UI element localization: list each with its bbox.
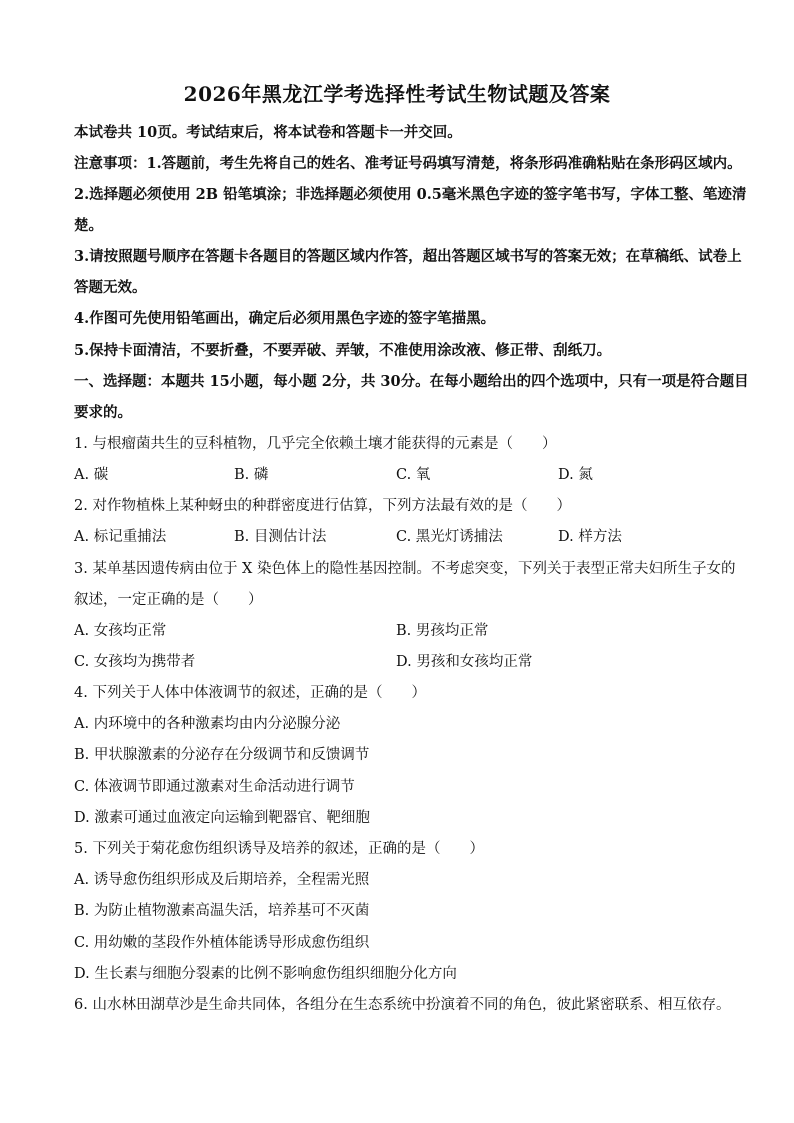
option-c: C. 体液调节即通过激素对生命活动进行调节 [74, 779, 355, 795]
option-c: C. 女孩均为携带者 [74, 654, 196, 670]
option-a: A. 女孩均正常 [74, 623, 167, 639]
option-b: B. 男孩均正常 [396, 623, 489, 639]
notice-line: 3.请按照题号顺序在答题卡各题目的答题区域内作答，超出答题区域书写的答案无效；在草稿纸、试卷上 [74, 248, 742, 265]
option-c: C. 黑光灯诱捕法 [396, 529, 503, 545]
option-a: A. 碳 [74, 467, 109, 483]
option-a: A. 内环境中的各种激素均由内分泌腺分泌 [74, 716, 341, 732]
question-stem: 2. 对作物植株上某种蚜虫的种群密度进行估算，下列方法最有效的是（ ） [74, 498, 571, 514]
question-stem: 5. 下列关于菊花愈伤组织诱导及培养的叙述，正确的是（ ） [74, 841, 484, 857]
section-heading: 要求的。 [74, 404, 132, 421]
notice-line: 注意事项：1.答题前，考生先将自己的姓名、准考证号码填写清楚，将条形码准确粘贴在条形码区域内。 [74, 155, 742, 172]
notice-line: 本试卷共 10页。考试结束后，将本试卷和答题卡一并交回。 [74, 124, 462, 141]
notice-line: 2.选择题必须使用 2B 铅笔填涂；非选择题必须使用 0.5毫米黑色字迹的签字笔书写，字体工整、笔迹清 [74, 186, 747, 203]
option-b: B. 为防止植物激素高温失活，培养基可不灭菌 [74, 903, 370, 919]
option-b: B. 甲状腺激素的分泌存在分级调节和反馈调节 [74, 747, 370, 763]
option-a: A. 标记重捕法 [74, 529, 167, 545]
notice-line: 5.保持卡面清洁，不要折叠，不要弄破、弄皱，不准使用涂改液、修正带、刮纸刀。 [74, 342, 612, 359]
notice-line: 4.作图可先使用铅笔画出，确定后必须用黑色字迹的签字笔描黑。 [74, 310, 496, 327]
option-d: D. 男孩和女孩均正常 [396, 654, 533, 670]
question-stem: 3. 某单基因遗传病由位于 X 染色体上的隐性基因控制。不考虑突变，下列关于表型正常夫妇所生子女的 [74, 561, 736, 577]
page-title: 2026年黑龙江学考选择性考试生物试题及答案 [183, 82, 611, 106]
question-stem: 6. 山水林田湖草沙是生命共同体，各组分在生态系统中扮演着不同的角色，彼此紧密联系、相互依存。 [74, 997, 731, 1013]
option-c: C. 氧 [396, 467, 431, 483]
question-stem: 1. 与根瘤菌共生的豆科植物，几乎完全依赖土壤才能获得的元素是（ ） [74, 436, 557, 452]
option-d: D. 激素可通过血液定向运输到靶器官、靶细胞 [74, 810, 370, 826]
option-d: D. 氮 [558, 467, 593, 483]
option-b: B. 目测估计法 [234, 529, 327, 545]
option-d: D. 生长素与细胞分裂素的比例不影响愈伤组织细胞分化方向 [74, 966, 457, 982]
option-c: C. 用幼嫩的茎段作外植体能诱导形成愈伤组织 [74, 935, 370, 951]
option-b: B. 磷 [234, 467, 269, 483]
question-stem: 叙述，一定正确的是（ ） [74, 592, 263, 608]
section-heading: 一、选择题：本题共 15小题，每小题 2分，共 30分。在每小题给出的四个选项中，只有一项是符合题目 [74, 373, 749, 390]
question-stem: 4. 下列关于人体中体液调节的叙述，正确的是（ ） [74, 685, 426, 701]
notice-line: 答题无效。 [74, 279, 147, 296]
option-d: D. 样方法 [558, 529, 622, 545]
notice-line: 楚。 [74, 217, 103, 234]
option-a: A. 诱导愈伤组织形成及后期培养，全程需光照 [74, 872, 370, 888]
